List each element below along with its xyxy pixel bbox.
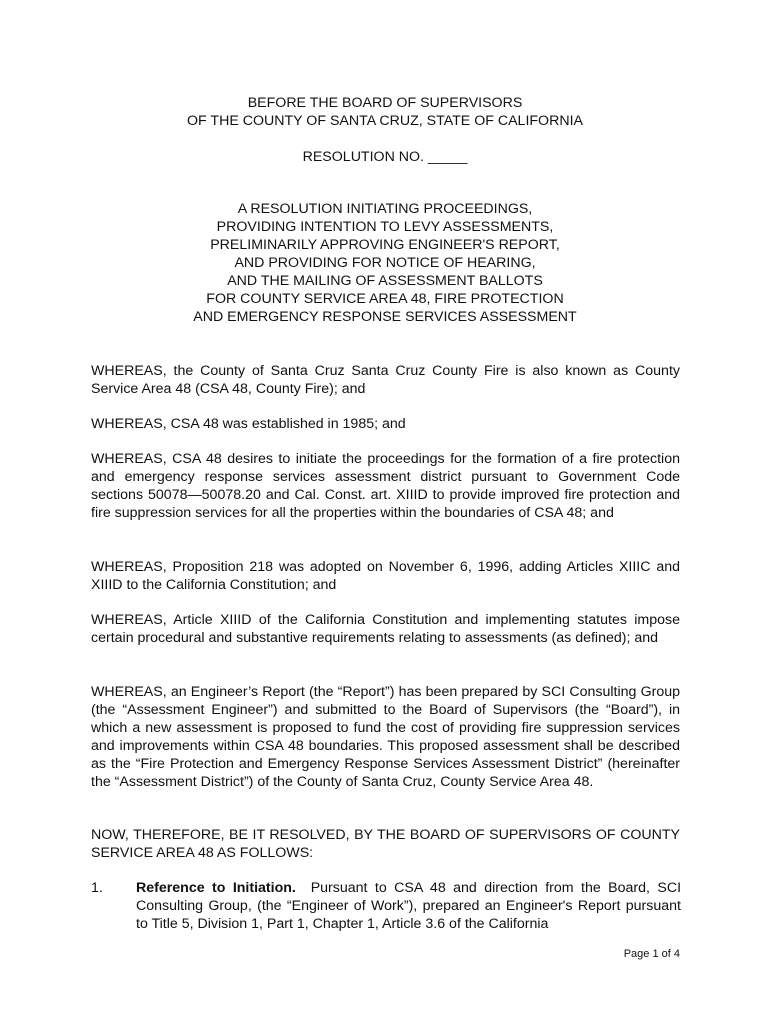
- title-line: AND PROVIDING FOR NOTICE OF HEARING,: [234, 255, 536, 271]
- item-heading: Reference to Initiation.: [136, 880, 296, 896]
- paragraph-text: WHEREAS, an Engineer’s Report (the “Report”) has been prepared by SCI Consulting Group (the “Assessment Engineer”) and submitted to the Board of Supervisors (the “Board”), in which a new assessment is proposed to fund the cost of providing fire suppression services and improvements within CSA 48 boundaries. This proposed assessment shall be described as the “Fire Protection and Emergency Response Services Assessment District” (hereinafter the “Assessment District”) of the County of Santa Cruz, County Service Area 48.: [91, 684, 680, 790]
- paragraph-text: WHEREAS, CSA 48 desires to initiate the proceedings for the formation of a fire protection and emergency response services assessment district pursuant to Government Code sections 50078—50078.20 and Cal. Const. art. XIIID to provide improved fire protection and fire suppression services for all the properties within the boundaries of CSA 48; and: [91, 451, 680, 521]
- title-line: PRELIMINARILY APPROVING ENGINEER'S REPORT,: [210, 237, 560, 253]
- paragraph-text: WHEREAS, Article XIIID of the California Constitution and implementing statutes impose certain procedural and substantive requirements relating to assessments (as defined); and: [91, 612, 680, 646]
- whereas-paragraph: [91, 558, 680, 594]
- numbered-item: [136, 879, 681, 933]
- paragraph-text: NOW, THEREFORE, BE IT RESOLVED, BY THE BOARD OF SUPERVISORS OF COUNTY SERVICE AREA 48 AS FOLLOWS:: [91, 827, 680, 861]
- resolution-number: RESOLUTION NO. _____: [302, 149, 468, 165]
- title-line: AND THE MAILING OF ASSESSMENT BALLOTS: [227, 273, 543, 289]
- paragraph-text: WHEREAS, the County of Santa Cruz Santa Cruz County Fire is also known as County Service Area 48 (CSA 48, County Fire); and: [91, 363, 680, 397]
- whereas-paragraph: [91, 415, 680, 433]
- paragraph-text: WHEREAS, Proposition 218 was adopted on November 6, 1996, adding Articles XIIIC and XIIID to the California Constitution; and: [91, 559, 680, 593]
- whereas-paragraph: [91, 450, 680, 522]
- resolution-title: [0, 200, 770, 326]
- whereas-paragraph: [91, 611, 680, 647]
- whereas-paragraph: [91, 683, 680, 791]
- title-line: PROVIDING INTENTION TO LEVY ASSESSMENTS,: [216, 219, 554, 235]
- whereas-paragraph: [91, 362, 680, 398]
- header-line-1: BEFORE THE BOARD OF SUPERVISORS: [247, 95, 523, 111]
- title-line: AND EMERGENCY RESPONSE SERVICES ASSESSMENT: [193, 309, 577, 325]
- title-line: FOR COUNTY SERVICE AREA 48, FIRE PROTECTION: [206, 291, 564, 307]
- header-block: [0, 94, 770, 130]
- title-line: A RESOLUTION INITIATING PROCEEDINGS,: [237, 201, 533, 217]
- resolved-paragraph: [91, 826, 680, 862]
- paragraph-text: WHEREAS, CSA 48 was established in 1985; and: [91, 416, 406, 432]
- item-text: Pursuant to CSA 48 and direction from the Board, SCI Consulting Group, (the “Engineer of Work”), prepared an Engineer's Report pursuant to Title 5, Division 1, Part 1, Chapter 1, Article 3.6 of the California: [136, 880, 682, 932]
- item-number: 1.: [91, 880, 103, 896]
- header-line-2: OF THE COUNTY OF SANTA CRUZ, STATE OF CALIFORNIA: [187, 113, 583, 129]
- page-number: Page 1 of 4: [623, 948, 680, 960]
